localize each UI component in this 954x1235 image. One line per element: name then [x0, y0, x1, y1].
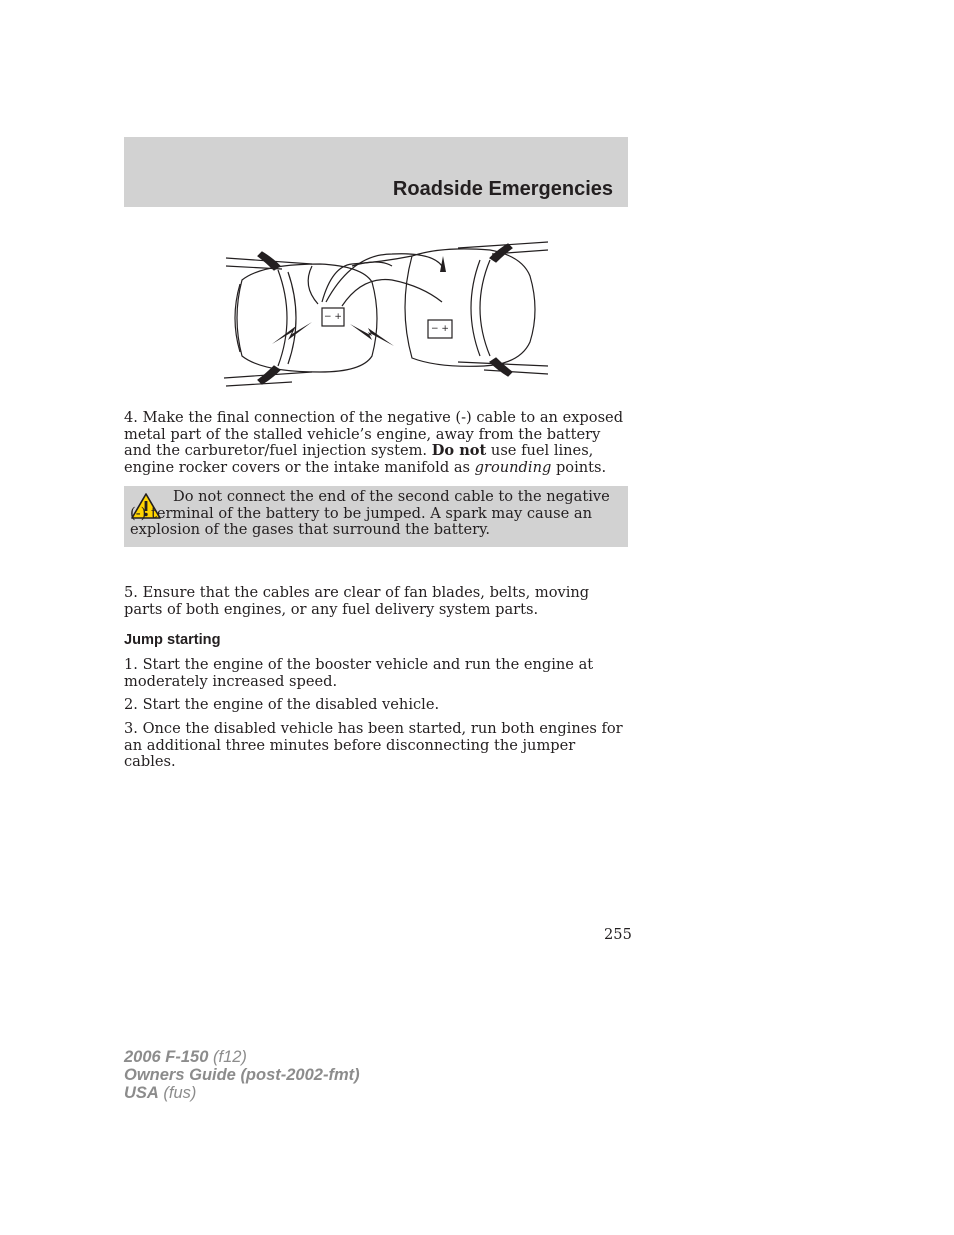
jump-step-2: 2. Start the engine of the disabled vehicle.	[124, 696, 440, 713]
footer-guide-line: Owners Guide (post-2002-fmt)	[124, 1066, 360, 1084]
warning-text: Do not connect the end of the second cable to the negative (-) terminal of the battery to be jumped. A spark may cause an explosion of the gases that surround the battery.	[130, 488, 610, 538]
grounding-term: grounding	[474, 458, 552, 476]
do-not-emphasis: Do not	[431, 442, 487, 459]
page-number: 255	[604, 926, 632, 943]
footer-market-line: USA (fus)	[124, 1084, 197, 1102]
battery-right-label: − +	[431, 324, 449, 334]
warning-box	[124, 486, 628, 547]
jump-step-1: 1. Start the engine of the booster vehicle and run the engine at moderately increased speed.	[124, 656, 594, 690]
jump-starting-heading: Jump starting	[124, 632, 221, 648]
step-5-paragraph: 5. Ensure that the cables are clear of fan blades, belts, moving parts of both engines, or any fuel delivery system parts.	[124, 584, 590, 618]
jump-start-diagram	[222, 236, 550, 396]
document-footer	[124, 1048, 360, 1102]
footer-model-line: 2006 F-150 (f12)	[124, 1048, 247, 1066]
battery-left-label: − +	[324, 312, 342, 322]
section-title: Roadside Emergencies	[392, 178, 613, 200]
jump-step-3: 3. Once the disabled vehicle has been started, run both engines for an additional three minutes before disconnecting the jumper cables.	[124, 720, 623, 770]
section-header-band	[124, 137, 628, 207]
step-4-paragraph: 4. Make the final connection of the negative (-) cable to an exposed metal part of the stalled vehicle’s engine, away from the battery and the carburetor/fuel injection system. Do not use fuel lines, engine rocker covers or the intake manifold as grounding points.	[124, 409, 624, 476]
